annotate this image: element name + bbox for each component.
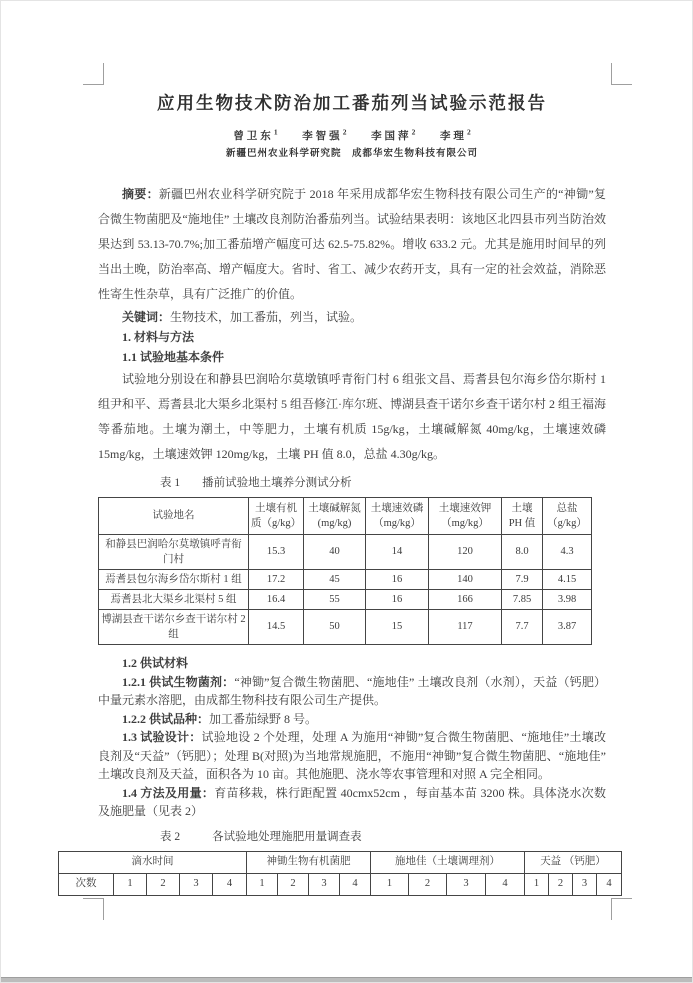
author-name: 李智强 (302, 130, 343, 142)
table1-header-cell: 土壤 PH 值 (502, 497, 543, 534)
table2-cell: 4 (340, 873, 371, 895)
keywords-label: 关键词： (122, 309, 171, 324)
table2-cell: 3 (447, 873, 486, 895)
paragraph-text: 加工番茄绿野 8 号。 (209, 711, 318, 726)
table1-cell: 15.3 (249, 534, 304, 569)
site-paragraph: 试验地分别设在和静县巴润哈尔莫墩镇呼青衔门村 6 组张文昌、焉耆县包尔海乡岱尔斯村 1 组尹和平、焉耆县北大渠乡北渠村 5 组吾修江·库尔班、博湖县查干诺尔乡查干诺尔村 2 组王福海等番茄地。土壤为潮土，中等肥力，土壤有机质 15g/kg，土壤碱解氮 40mg/kg，土壤速效磷 15mg/kg，土壤速效钾 120mg/kg，土壤 PH 值 8.0，总盐 4.30g/kg。 (98, 371, 606, 461)
paragraph-design (98, 728, 606, 784)
table1-header-row (99, 497, 592, 534)
table1-cell: 17.2 (249, 569, 304, 589)
table2-cell: 3 (573, 873, 597, 895)
table1-cell: 45 (304, 569, 366, 589)
author (439, 127, 471, 142)
table2-cell: 1 (247, 873, 278, 895)
table1-cell: 166 (429, 589, 502, 609)
table1-row (99, 569, 592, 589)
table1-header-cell: 土壤速效钾（mg/kg） (429, 497, 502, 534)
soil-analysis-table (98, 497, 592, 645)
paragraph-method-dosage (98, 784, 606, 821)
table1-row (99, 534, 592, 569)
table1-cell: 15 (366, 609, 429, 644)
table1-header-cell: 土壤有机质（g/kg） (249, 497, 304, 534)
table2-cell: 2 (549, 873, 573, 895)
table2-caption (98, 829, 606, 845)
keywords-text: 生物技术，加工番茄，列当，试验。 (170, 309, 363, 324)
author (233, 127, 278, 142)
table2-cell: 2 (278, 873, 309, 895)
table2-group-header-row (59, 851, 622, 873)
table2-group-header: 天益 （钙肥） (525, 851, 622, 873)
table2-cell: 1 (114, 873, 147, 895)
table1-cell: 焉耆县北大渠乡北渠村 5 组 (99, 589, 249, 609)
section-heading-materials: 1.2 供试材料 (122, 655, 189, 670)
paragraph-text: 试验地设 2 个处理，处理 A 为施用“神锄”复合微生物菌肥、“施地佳”土壤改良剂及“天益”（钙肥）；处理 B(对照)为当地常规施肥，不施用“神锄”复合微生物菌肥、“施地佳” 土壤改良剂及天益，面积各为 10 亩。其他施肥、浇水等农事管理和对照 A 完全相同。 (98, 730, 606, 781)
table1-cell: 14.5 (249, 609, 304, 644)
keywords-line (98, 307, 606, 327)
author-superscript: 1 (273, 127, 278, 136)
document-page (1, 1, 692, 982)
paragraph-label: 1.3 试验设计： (122, 730, 202, 744)
margin-crop-mark-top-right (611, 63, 632, 85)
fertilizer-schedule-table (58, 851, 622, 896)
table2-caption-title: 各试验地处理施肥用量调查表 (212, 830, 362, 843)
table2-group-header: 神锄生物有机菌肥 (247, 851, 371, 873)
margin-crop-mark-top-left (83, 63, 104, 85)
table1-cell: 40 (304, 534, 366, 569)
doc-title: 应用生物技术防治加工番茄列当试验示范报告 (157, 93, 547, 113)
paragraph-label: 1.4 方法及用量： (122, 785, 215, 800)
table2-cell: 3 (309, 873, 340, 895)
section-heading-methods: 1. 材料与方法 (122, 329, 195, 344)
paragraph-variety (98, 710, 606, 729)
table2-cell: 1 (371, 873, 409, 895)
paragraph-text: “神锄”复合微生物菌肥、“施地佳” 土壤改良剂（水剂），天益（钙肥）中量元素水溶肥，由成都生物科技有限公司生产提供。 (98, 674, 606, 707)
table1-cell: 8.0 (502, 534, 543, 569)
table1-cell: 和静县巴润哈尔莫墩镇呼青衔门村 (99, 534, 249, 569)
author-name: 李国萍 (371, 130, 412, 142)
table1-cell: 14 (366, 534, 429, 569)
document-body (75, 91, 612, 896)
table2-cell: 4 (486, 873, 525, 895)
table2-cell: 次数 (59, 873, 114, 895)
table2-cell: 4 (597, 873, 622, 895)
author (302, 127, 347, 142)
abstract-paragraph (98, 182, 606, 307)
paragraph-label: 1.2.2 供试品种： (122, 711, 210, 726)
author-name: 李理 (439, 130, 467, 142)
paragraph-biofertilizer (98, 673, 606, 710)
page-bottom-edge (1, 977, 692, 982)
table1-cell: 16.4 (249, 589, 304, 609)
affiliation: 新疆巴州农业科学研究院 成都华宏生物科技有限公司 (225, 148, 478, 159)
table1-cell: 3.87 (543, 609, 592, 644)
abstract-text: 新疆巴州农业科学研究院于 2018 年采用成都华宏生物科技有限公司生产的“神锄”复合微生物菌肥及“施地佳” 土壤改良剂防治番茄列当。试验结果表明：该地区北四县市列当防治效果达到 53.13-70.7%;加工番茄增产幅度可达 62.5-75.82%。增收 633.2 元。尤其是施用时间早的列当出土晚，防治率高、增产幅度大。省时、省工、减少农药开支，具有一定的社会效益，消除恶性寄生性杂草，具有广泛推广的价值。 (98, 186, 606, 301)
abstract-label: 摘要： (122, 186, 159, 201)
table1-cell: 博湖县查干诺尔乡查干诺尔村 2 组 (99, 609, 249, 644)
table1-cell: 4.15 (543, 569, 592, 589)
table2-count-row (59, 873, 622, 895)
table1-cell: 4.3 (543, 534, 592, 569)
table1-caption (98, 475, 606, 491)
section-heading-site: 1.1 试验地基本条件 (122, 349, 225, 364)
table2-group-header: 滴水时间 (59, 851, 247, 873)
table1-header-cell: 土壤碱解氮(mg/kg) (304, 497, 366, 534)
table2-cell: 3 (180, 873, 213, 895)
authors-line (98, 125, 606, 144)
table1-cell: 焉耆县包尔海乡岱尔斯村 1 组 (99, 569, 249, 589)
table1-row (99, 589, 592, 609)
table1-caption-number: 表 1 (160, 476, 181, 489)
table1-header-cell: 土壤速效磷（mg/kg） (366, 497, 429, 534)
table2-cell: 4 (213, 873, 247, 895)
table2-cell: 1 (525, 873, 549, 895)
table1-cell: 7.9 (502, 569, 543, 589)
author-superscript: 2 (411, 127, 416, 136)
table1-cell: 50 (304, 609, 366, 644)
table1-cell: 140 (429, 569, 502, 589)
author-name: 曾卫东 (233, 130, 274, 142)
table1-cell: 55 (304, 589, 366, 609)
margin-crop-mark-bottom-right (611, 898, 632, 920)
author-superscript: 2 (342, 127, 347, 136)
table1-cell: 16 (366, 569, 429, 589)
table2-group-header: 施地佳（土壤调理剂） (371, 851, 525, 873)
table1-header-cell: 总盐（g/kg） (543, 497, 592, 534)
table2-cell: 2 (147, 873, 180, 895)
table1-caption-title: 播前试验地土壤养分测试分析 (202, 476, 352, 489)
table1-cell: 120 (429, 534, 502, 569)
table1-cell: 7.85 (502, 589, 543, 609)
author-superscript: 2 (466, 127, 471, 136)
table2-caption-number: 表 2 (160, 830, 181, 843)
table1-header-cell: 试验地名 (99, 497, 249, 534)
author (371, 127, 416, 142)
paragraph-label: 1.2.1 供试生物菌剂： (122, 674, 235, 689)
paragraph-text: 育苗移栽，株行距配置 40cmx52cm ，每亩基本苗 3200 株。具体浇水次数及施肥量（见表 2） (98, 785, 606, 818)
margin-crop-mark-bottom-left (83, 898, 104, 920)
table1-cell: 117 (429, 609, 502, 644)
table1-row (99, 609, 592, 644)
table1-cell: 16 (366, 589, 429, 609)
table2-cell: 2 (409, 873, 447, 895)
table1-cell: 3.98 (543, 589, 592, 609)
table1-cell: 7.7 (502, 609, 543, 644)
